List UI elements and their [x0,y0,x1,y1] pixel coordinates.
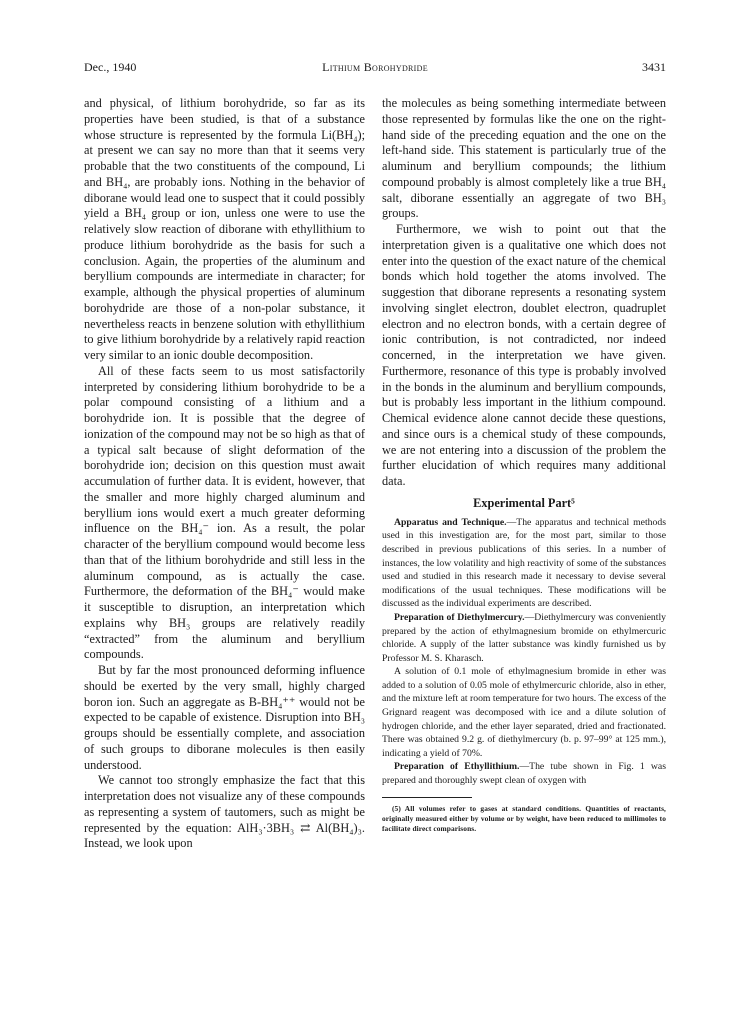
experimental-paragraph-apparatus: Apparatus and Technique.—The apparatus and technical methods used in this investigation are, for the most part, similar to those described in previous publications of this series. In a number of instances, the low volatility and high reactivity of some of the substances used and studied in this research made it necessary to devise several modifications of the usual techniques. These modifications will be discussed as the individual experiments are described. [382,516,666,610]
header-page-number: 3431 [642,60,666,74]
experimental-section [382,516,666,788]
experimental-paragraph-ethyllithium: Preparation of Ethyllithium.—The tube shown in Fig. 1 was prepared and thoroughly swept clean of oxygen with [382,761,667,787]
experimental-paragraph-procedure: A solution of 0.1 mole of ethylmagnesium bromide in ether was added to a solution of 0.05 mole of ethylmercuric chloride, also in ether, and the mixture left at room temperature for two hours. The excess of the Grignard reagent was decomposed with ice and a dilute solution of hydrogen chloride, and the ether layer separated, dried and fractionated. There was obtained 9.2 g. of diethylmercury (b. p. 97–99° at 125 mm.), indicating a yield of 70%. [382,666,666,759]
left-column [84,96,365,852]
section-title: Experimental Part⁵ [473,495,575,510]
left-paragraph-1: and physical, of lithium borohydride, so far as its properties have been studied, is that of a substance whose structure is represented by the formula Li(BH₄); at present we can say no more than that it seems very probable that the two constituents of the compound, Li and BH₄, are probably ions. Nothing in the behavior of diborane would lead one to suspect that it could possibly yield a BH₄ group or ion, unless one were to use the relatively slow reaction of diborane with ethyllithium to produce lithium borohydride as the basis for such a conclusion. Again, the properties of the aluminum and beryllium compounds are intermediate in character; for example, although the physical properties of aluminum borohydride are those of a non-polar substance, it nevertheless reacts in benzene solution with ethyllithium to give lithium borohydride by a relatively rapid reaction very similar to an ionic double decomposition. [84,96,365,362]
header-date: Dec., 1940 [84,60,137,74]
right-paragraph-1: the molecules as being something intermediate between those represented by formulas like the one on the right-hand side of the preceding equation and the one on the left-hand side. This statement is particularly true of the aluminum and beryllium compounds; the lithium compound probably is almost completely like a true BH₄ salt, diborane essentially an aggregate of two BH₃ groups. [382,96,666,221]
footnote-5: (5) All volumes refer to gases at standard conditions. Quantities of reactants, originally measured either by volume or by weight, have been reduced to millimoles to facilitate direct comparisons. [382,803,666,833]
right-column [382,96,666,834]
left-paragraph-3: But by far the most pronounced deforming influence should be exerted by the very small, highly charged boron ion. Such an aggregate as B-BH₄⁺⁺ would not be expected to be capable of existence. Disruption into BH₃ groups should be essentially complete, and association of such groups to diborane molecules is then easily understood. [84,663,365,772]
footnote [382,804,666,834]
running-header [84,60,666,80]
experimental-paragraph-diethylmercury: Preparation of Diethylmercury.—Diethylmercury was conveniently prepared by the action of ethylmagnesium bromide on ethylmercuric chloride. A supply of the latter substance was kindly furnished us by Professor M. S. Kharasch. [382,611,666,664]
left-paragraph-2: All of these facts seem to us most satisfactorily interpreted by considering lithium borohydride to be a polar compound consisting of a lithium and a borohydride ion. It is possible that the degree of ionization of the compound may not be so high as that of a typical salt because of slight deformation of the borohydride ion; decision on this question must await accumulation of further data. It is evident, however, that the smaller and more highly charged aluminum and beryllium ions would exert a much greater deforming influence on the BH₄⁻ ion. As a result, the polar character of the beryllium compound would become less than that of the lithium borohydride and still less in the aluminum compound, as is actually the case. Furthermore, the deformation of the BH₄⁻ would make it susceptible to disruption, an interpretation which explains why BH₃ groups are relatively readily “extracted” from the aluminum and beryllium compounds. [84,363,365,662]
footnote-rule [382,797,472,798]
right-paragraph-2: Furthermore, we wish to point out that the interpretation given is a qualitative one which does not enter into the question of the exact nature of the chemical bonds which hold together the atoms involved. The suggestion that diborane represents a resonating system involving singlet electron, doublet electron, quadruplet electron and no electron bonds, with a certain degree of ionic contribution, is not contradicted, nor indeed concerned, in the interpretation we have given. Furthermore, resonance of this type is probably involved in the bonds in the aluminum and beryllium compounds, but is probably less important in the lithium compound. Chemical evidence alone cannot decide these questions, and since ours is a chemical study of these compounds, we are not entering into a discussion of the problem the further elucidation of which requires many additional data. [382,222,666,488]
runin-heading: Preparation of Diethylmercury. [394,611,525,623]
runin-heading: Apparatus and Technique. [394,516,507,528]
left-paragraph-4: We cannot too strongly emphasize the fact that this interpretation does not visualize any of these compounds as representing a system of tautomers, such as might be represented by the equation: AlH₃·3BH₃ ⇄ Al(BH₄)₃. Instead, we look upon [84,773,365,851]
runin-heading: Preparation of Ethyllithium. [394,761,520,773]
header-title: Lithium Borohydride [322,60,428,74]
